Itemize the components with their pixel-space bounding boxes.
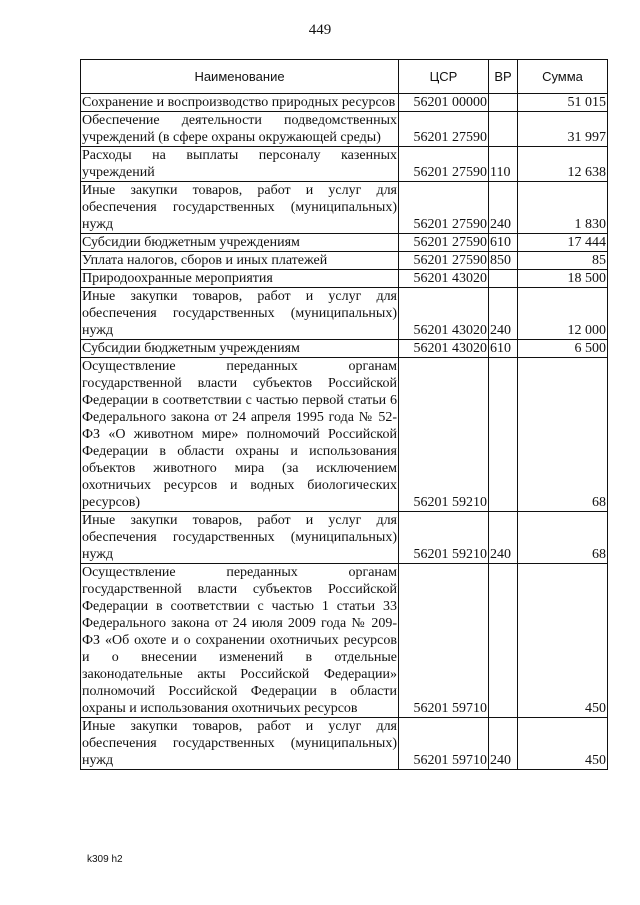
row-csr: 56201 27590 (399, 182, 489, 234)
table-row (81, 564, 608, 718)
table-row (81, 147, 608, 182)
row-sum: 85 (518, 252, 608, 270)
row-name: Уплата налогов, сборов и иных платежей (81, 252, 399, 270)
row-csr: 56201 59710 (399, 564, 489, 718)
row-vr: 240 (489, 288, 518, 340)
page-number: 449 (308, 22, 332, 38)
row-name: Иные закупки товаров, работ и услуг для обеспечения государственных (муниципальных) нужд (82, 513, 397, 562)
row-sum: 6 500 (518, 340, 608, 358)
row-vr: 610 (489, 340, 518, 358)
row-csr: 56201 00000 (399, 94, 489, 112)
row-csr: 56201 27590 (399, 234, 489, 252)
header-name: Наименование (81, 60, 399, 94)
row-sum: 51 015 (518, 94, 608, 112)
row-csr: 56201 59210 (399, 358, 489, 512)
row-name: Иные закупки товаров, работ и услуг для обеспечения государственных (муниципальных) нужд (82, 719, 397, 768)
row-sum: 31 997 (518, 112, 608, 147)
row-sum: 68 (518, 512, 608, 564)
row-sum: 18 500 (518, 270, 608, 288)
row-vr: 240 (489, 718, 518, 770)
row-vr (489, 112, 518, 147)
row-csr: 56201 27590 (399, 252, 489, 270)
table-row (81, 112, 608, 147)
table-row (81, 512, 608, 564)
table-row (81, 252, 608, 270)
row-name: Осуществление переданных органам государственной власти субъектов Российской Федерации в соответствии с частью 1 статьи 33 Федерального закона от 24 июля 2009 года № 209-ФЗ «Об охоте и о сохранении охотничьих ресурсов и о внесении изменений в отдельные законодательные акты Российской Федерации» полномочий Российской Федерации в области охраны и использования охотничьих ресурсов (82, 565, 397, 716)
row-vr (489, 358, 518, 512)
row-sum: 68 (518, 358, 608, 512)
row-sum: 450 (518, 718, 608, 770)
row-csr: 56201 43020 (399, 340, 489, 358)
row-sum: 12 000 (518, 288, 608, 340)
row-sum: 450 (518, 564, 608, 718)
row-name: Расходы на выплаты персоналу казенных учреждений (82, 148, 397, 180)
row-name: Осуществление переданных органам государственной власти субъектов Российской Федерации в соответствии с частью первой статьи 6 Федерального закона от 24 апреля 1995 года № 52-ФЗ «О животном мире» полномочий Российской Федерации в области охраны и использования объектов животного мира (за исключением охотничьих ресурсов и водных биологических ресурсов) (82, 359, 397, 510)
row-name: Субсидии бюджетным учреждениям (81, 234, 399, 252)
row-sum: 17 444 (518, 234, 608, 252)
row-csr: 56201 43020 (399, 270, 489, 288)
table-row (81, 182, 608, 234)
row-vr (489, 270, 518, 288)
row-name: Иные закупки товаров, работ и услуг для обеспечения государственных (муниципальных) нужд (82, 183, 397, 232)
header-vr: ВР (489, 60, 518, 94)
row-csr: 56201 27590 (399, 112, 489, 147)
row-name: Иные закупки товаров, работ и услуг для обеспечения государственных (муниципальных) нужд (82, 289, 397, 338)
table-header-row (81, 60, 608, 94)
footer-code: k309 h2 (87, 854, 123, 865)
row-csr: 56201 59710 (399, 718, 489, 770)
row-name: Обеспечение деятельности подведомственных учреждений (в сфере охраны окружающей среды) (82, 113, 397, 145)
table-row (81, 358, 608, 512)
row-name: Сохранение и воспроизводство природных ресурсов (81, 94, 399, 112)
row-csr: 56201 59210 (399, 512, 489, 564)
row-vr: 240 (489, 182, 518, 234)
row-csr: 56201 27590 (399, 147, 489, 182)
table-row (81, 288, 608, 340)
header-csr: ЦСР (399, 60, 489, 94)
row-sum: 12 638 (518, 147, 608, 182)
row-vr: 850 (489, 252, 518, 270)
row-csr: 56201 43020 (399, 288, 489, 340)
row-name: Субсидии бюджетным учреждениям (81, 340, 399, 358)
budget-table (80, 59, 608, 770)
row-vr (489, 564, 518, 718)
row-vr: 240 (489, 512, 518, 564)
table-row (81, 94, 608, 112)
row-vr: 110 (489, 147, 518, 182)
table-row (81, 234, 608, 252)
table-row (81, 718, 608, 770)
row-vr: 610 (489, 234, 518, 252)
table-row (81, 270, 608, 288)
row-vr (489, 94, 518, 112)
header-sum: Сумма (518, 60, 608, 94)
table-row (81, 340, 608, 358)
row-name: Природоохранные мероприятия (81, 270, 399, 288)
row-sum: 1 830 (518, 182, 608, 234)
